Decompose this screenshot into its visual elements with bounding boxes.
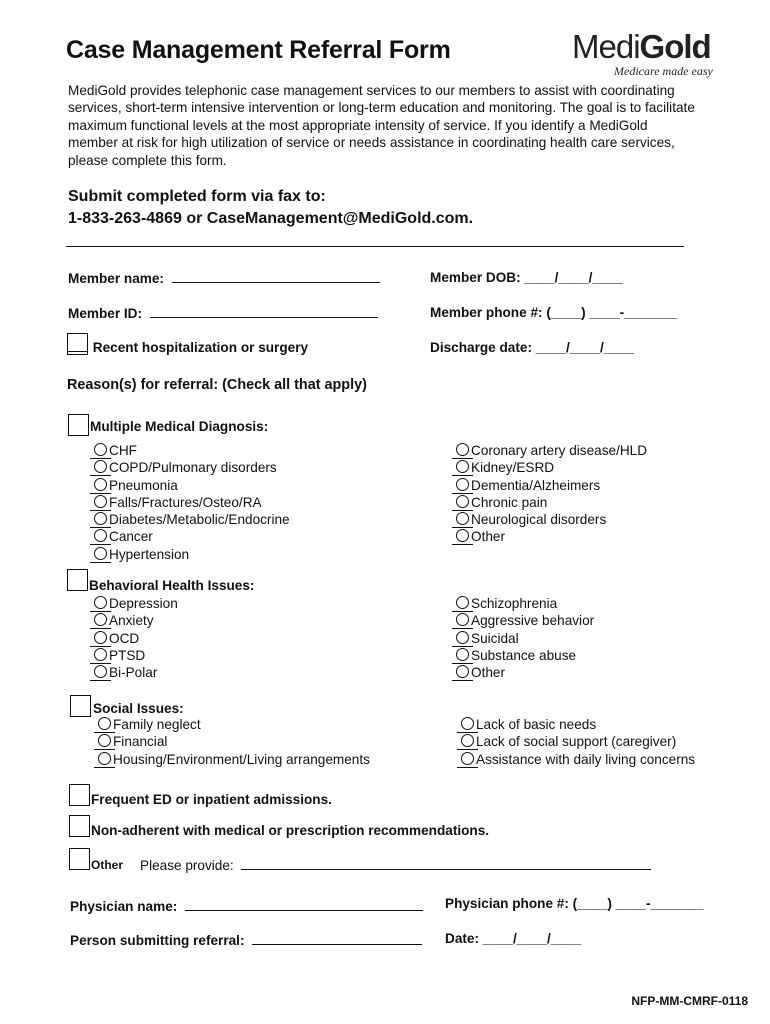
radio-circle-icon[interactable] (456, 478, 469, 491)
list-item[interactable]: Lack of social support (caregiver) (461, 733, 695, 750)
member-name-line[interactable] (172, 270, 380, 283)
medical-list-right (456, 442, 647, 546)
medical-section-title: Multiple Medical Diagnosis: (90, 419, 269, 434)
radio-circle-icon[interactable] (94, 478, 107, 491)
member-phone-field[interactable]: Member phone #: (____) ____-_______ (430, 305, 678, 320)
radio-circle-icon[interactable] (98, 717, 111, 730)
radio-circle-icon[interactable] (456, 512, 469, 525)
medical-list-left (94, 442, 290, 563)
radio-circle-icon[interactable] (456, 631, 469, 644)
radio-circle-icon[interactable] (461, 734, 474, 747)
list-item[interactable]: Family neglect (98, 716, 370, 733)
behavioral-list-left (94, 595, 178, 681)
list-item[interactable]: Cancer (94, 528, 290, 545)
list-item[interactable]: Financial (98, 733, 370, 750)
radio-circle-icon[interactable] (456, 596, 469, 609)
list-item[interactable]: OCD (94, 630, 178, 647)
please-provide-line[interactable] (241, 857, 651, 870)
other-checkbox[interactable] (69, 848, 90, 870)
list-item[interactable]: Kidney/ESRD (456, 459, 647, 476)
list-item[interactable]: Other (456, 528, 647, 545)
frequent-ed-checkbox[interactable] (69, 784, 90, 806)
radio-circle-icon[interactable] (94, 495, 107, 508)
person-submitting-line[interactable] (252, 932, 422, 945)
discharge-date-field[interactable]: Discharge date: ____/____/____ (430, 340, 635, 355)
logo-wordmark (572, 28, 711, 66)
radio-circle-icon[interactable] (456, 529, 469, 542)
list-item[interactable]: Diabetes/Metabolic/Endocrine (94, 511, 290, 528)
date-field[interactable]: Date: ____/____/____ (445, 931, 582, 946)
list-item[interactable]: Chronic pain (456, 494, 647, 511)
radio-circle-icon[interactable] (98, 734, 111, 747)
list-item[interactable]: Lack of basic needs (461, 716, 695, 733)
member-name-field[interactable] (68, 270, 380, 286)
behavioral-section-title: Behavioral Health Issues: (89, 578, 255, 593)
list-item[interactable]: Dementia/Alzheimers (456, 477, 647, 494)
member-id-field[interactable] (68, 305, 378, 321)
behavioral-list-right (456, 595, 594, 681)
person-submitting-field[interactable] (70, 932, 422, 948)
radio-circle-icon[interactable] (94, 529, 107, 542)
intro-paragraph: MediGold provides telephonic case management services to our members to assist with coordinating services, short-term intensive intervention or long-term education and monitoring. The goal is to facilitate maximum functional levels at the most appropriate intensity of service. If you identify a MediGold member at risk for high utilization of service or needs assistance in coordinating health care services, please complete this form. (68, 83, 695, 168)
list-item[interactable]: Housing/Environment/Living arrangements (98, 751, 370, 768)
fax-contact: 1-833-263-4869 or CaseManagement@MediGold.com. (68, 210, 474, 227)
physician-phone-field[interactable]: Physician phone #: (____) ____-_______ (445, 896, 704, 911)
medigold-logo (572, 28, 732, 78)
fax-instructions (68, 186, 473, 230)
radio-circle-icon[interactable] (94, 648, 107, 661)
frequent-ed-label: Frequent ED or inpatient admissions. (91, 792, 332, 807)
list-item[interactable]: Other (456, 664, 594, 681)
list-item[interactable]: Schizophrenia (456, 595, 594, 612)
radio-circle-icon[interactable] (94, 613, 107, 626)
radio-circle-icon[interactable] (456, 648, 469, 661)
non-adherent-checkbox[interactable] (69, 815, 90, 837)
medical-checkbox[interactable] (68, 414, 89, 436)
social-list-right (461, 716, 695, 768)
member-dob-field[interactable]: Member DOB: ____/____/____ (430, 270, 623, 285)
radio-circle-icon[interactable] (94, 631, 107, 644)
radio-circle-icon[interactable] (456, 665, 469, 678)
list-item[interactable]: Substance abuse (456, 647, 594, 664)
radio-circle-icon[interactable] (98, 752, 111, 765)
reasons-heading: Reason(s) for referral: (Check all that apply) (67, 377, 367, 393)
list-item[interactable]: Pneumonia (94, 477, 290, 494)
radio-circle-icon[interactable] (94, 547, 107, 560)
list-item[interactable]: Coronary artery disease/HLD (456, 442, 647, 459)
list-item[interactable]: Suicidal (456, 630, 594, 647)
list-item[interactable]: CHF (94, 442, 290, 459)
list-item[interactable]: Aggressive behavior (456, 612, 594, 629)
radio-circle-icon[interactable] (456, 443, 469, 456)
list-item[interactable]: Anxiety (94, 612, 178, 629)
list-item[interactable]: PTSD (94, 647, 178, 664)
member-id-line[interactable] (150, 305, 378, 318)
form-title: Case Management Referral Form (66, 36, 451, 64)
radio-circle-icon[interactable] (94, 460, 107, 473)
recent-hosp-row (67, 340, 308, 355)
form-code: NFP-MM-CMRF-0118 (631, 994, 748, 1008)
radio-circle-icon[interactable] (456, 495, 469, 508)
non-adherent-label: Non-adherent with medical or prescription recommendations. (91, 823, 490, 838)
logo-name-bold: Gold (639, 28, 711, 65)
list-item[interactable]: COPD/Pulmonary disorders (94, 459, 290, 476)
person-submitting-label: Person submitting referral: (70, 933, 245, 948)
other-label: Other (91, 858, 124, 872)
member-name-label: Member name: (68, 271, 164, 286)
list-item[interactable]: Falls/Fractures/Osteo/RA (94, 494, 290, 511)
social-section-title: Social Issues: (93, 701, 184, 716)
list-item[interactable]: Neurological disorders (456, 511, 647, 528)
behavioral-checkbox[interactable] (67, 569, 88, 591)
recent-hosp-underline (67, 351, 87, 352)
radio-circle-icon[interactable] (456, 460, 469, 473)
list-item[interactable]: Hypertension (94, 546, 290, 563)
radio-circle-icon[interactable] (461, 752, 474, 765)
logo-name-light: Medi (572, 28, 640, 65)
list-item[interactable]: Bi-Polar (94, 664, 178, 681)
physician-name-label: Physician name: (70, 899, 178, 914)
member-id-label: Member ID: (68, 306, 143, 321)
recent-hosp-label: Recent hospitalization or surgery (92, 340, 309, 355)
radio-circle-icon[interactable] (94, 512, 107, 525)
please-provide-label: Please provide: (140, 858, 234, 873)
radio-circle-icon[interactable] (461, 717, 474, 730)
radio-circle-icon[interactable] (94, 443, 107, 456)
section-divider (66, 246, 684, 247)
logo-tagline: Medicare made easy (614, 64, 713, 78)
fax-heading: Submit completed form via fax to: (68, 188, 326, 205)
physician-name-line[interactable] (185, 898, 423, 911)
list-item[interactable]: Assistance with daily living concerns (461, 751, 695, 768)
please-provide-field[interactable] (140, 857, 651, 873)
social-list-left (98, 716, 370, 768)
social-checkbox[interactable] (70, 695, 91, 717)
physician-name-field[interactable] (70, 898, 423, 914)
radio-circle-icon[interactable] (456, 613, 469, 626)
radio-circle-icon[interactable] (94, 665, 107, 678)
list-item[interactable]: Depression (94, 595, 178, 612)
radio-circle-icon[interactable] (94, 596, 107, 609)
